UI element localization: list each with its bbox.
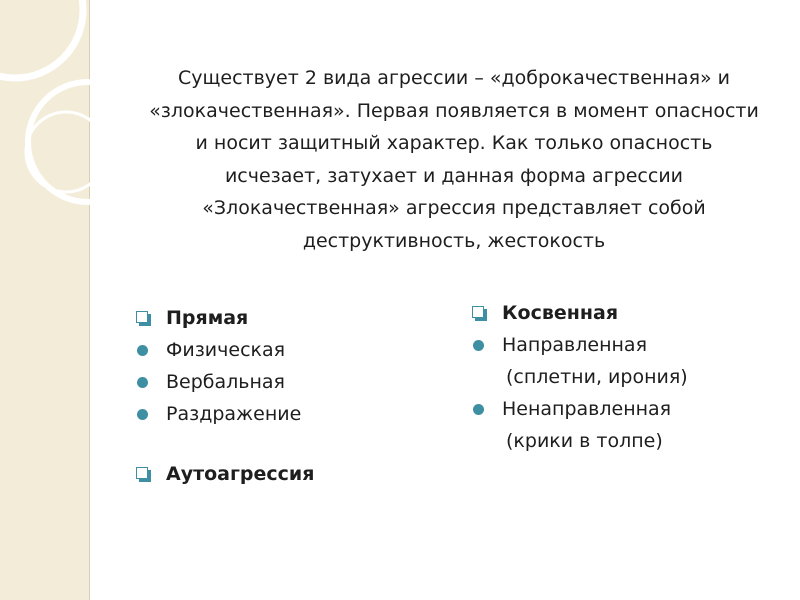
list-item	[134, 334, 424, 366]
dot-bullet-icon	[473, 340, 484, 351]
checkbox-bullet-icon	[136, 467, 148, 479]
direct-aggression-list	[134, 302, 424, 490]
dot-bullet-icon	[137, 345, 148, 356]
list-heading-label: Прямая	[166, 307, 249, 329]
list-heading-direct	[134, 302, 424, 334]
checkbox-bullet-icon	[136, 311, 148, 323]
list-heading-label: Аутоагрессия	[166, 463, 315, 485]
list-item-note: (крики в толпе)	[506, 430, 663, 452]
list-item-label: Вербальная	[166, 371, 285, 393]
dot-bullet-icon	[137, 377, 148, 388]
indirect-aggression-list	[470, 297, 770, 457]
list-item	[134, 398, 424, 430]
list-spacer	[134, 430, 424, 458]
list-item	[470, 393, 770, 425]
list-heading-autoaggression	[134, 458, 424, 490]
list-heading-indirect	[470, 297, 770, 329]
decorative-circle-small	[26, 112, 106, 192]
list-item-label: Ненаправленная	[502, 398, 672, 420]
intro-paragraph: Существует 2 вида агрессии – «доброкачественная» и «злокачественная». Первая появляется в момент опасности и носит защитный характер. Как только опасность исчезает, затухает и данная форма агрессии «Злокачественная» агрессия представляет собой деструктивность, жестокость	[149, 67, 759, 252]
list-item	[470, 329, 770, 361]
list-item-label: Раздражение	[166, 403, 302, 425]
checkbox-bullet-icon	[472, 306, 484, 318]
list-item-label: Направленная	[502, 334, 648, 356]
decorative-circle-large	[0, 0, 83, 78]
list-heading-label: Косвенная	[502, 302, 619, 324]
list-item	[134, 366, 424, 398]
dot-bullet-icon	[137, 409, 148, 420]
list-item-note: (сплетни, ирония)	[506, 366, 688, 388]
list-item-label: Физическая	[166, 339, 286, 361]
dot-bullet-icon	[473, 404, 484, 415]
